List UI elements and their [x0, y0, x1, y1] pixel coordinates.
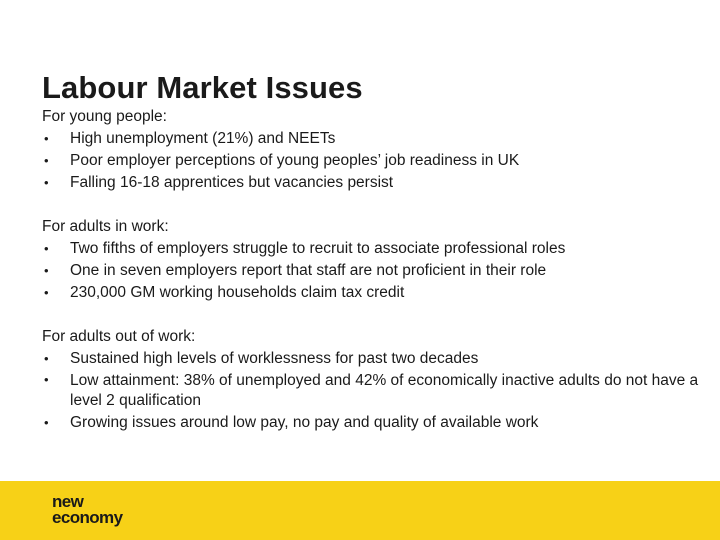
bullet-icon: •: [44, 241, 49, 256]
logo-line-new: new: [52, 492, 84, 511]
bullet-list: [42, 238, 702, 304]
bullet-text: Falling 16-18 apprentices but vacancies persist: [70, 174, 394, 191]
bullet-text: Low attainment: 38% of unemployed and 42% of economically inactive adults do not have a level 2 qualification: [70, 372, 699, 409]
list-item: [42, 128, 702, 150]
section-heading: For young people:: [42, 108, 167, 125]
bullet-icon: •: [44, 415, 49, 430]
bullet-text: One in seven employers report that staff are not proficient in their role: [70, 262, 547, 279]
slide-content: [42, 106, 702, 456]
bullet-icon: •: [44, 153, 49, 168]
bullet-text: 230,000 GM working households claim tax credit: [70, 284, 405, 301]
bullet-list: [42, 128, 702, 194]
section-heading: For adults in work:: [42, 218, 169, 235]
section-adults-in-work: [42, 216, 702, 304]
slide-title: Labour Market Issues: [42, 70, 363, 105]
bullet-icon: •: [44, 131, 49, 146]
bullet-icon: •: [44, 372, 49, 387]
bullet-text: Sustained high levels of worklessness for past two decades: [70, 350, 479, 367]
bullet-list: [42, 348, 702, 434]
bullet-text: Growing issues around low pay, no pay and quality of available work: [70, 414, 539, 431]
list-item: [42, 282, 702, 304]
bullet-text: High unemployment (21%) and NEETs: [70, 130, 336, 147]
bullet-icon: •: [44, 351, 49, 366]
section-heading: For adults out of work:: [42, 328, 196, 345]
list-item: [42, 370, 702, 412]
bullet-text: Poor employer perceptions of young peoples’ job readiness in UK: [70, 152, 520, 169]
section-young-people: [42, 106, 702, 194]
list-item: [42, 172, 702, 194]
bullet-icon: •: [44, 285, 49, 300]
bullet-icon: •: [44, 263, 49, 278]
list-item: [42, 260, 702, 282]
list-item: [42, 238, 702, 260]
bullet-text: Two fifths of employers struggle to recruit to associate professional roles: [70, 240, 566, 257]
list-item: [42, 348, 702, 370]
bullet-icon: •: [44, 175, 49, 190]
list-item: [42, 150, 702, 172]
logo-line-economy: economy: [52, 508, 123, 527]
list-item: [42, 412, 702, 434]
section-adults-out-of-work: [42, 326, 702, 434]
new-economy-logo: [52, 494, 122, 526]
